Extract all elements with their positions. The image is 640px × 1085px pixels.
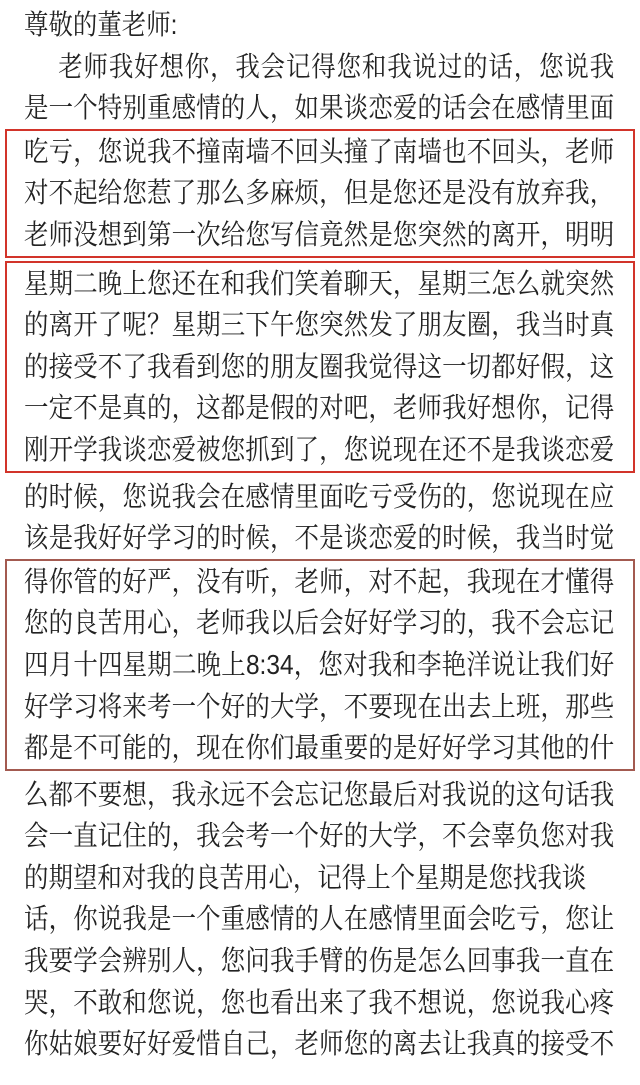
salutation (24, 4, 614, 46)
paragraph-middle (24, 476, 614, 559)
highlight-box-2 (5, 261, 635, 473)
text-line: 的期望和对我的良苦用心，记得上个星期是您找我谈 (24, 861, 587, 893)
text-line: 么都不要想，我永远不会忘记您最后对我说的这句话我 (24, 778, 615, 810)
text-line: 刚开学我谈恋爱被您抓到了，您说现在还不是我谈恋爱 (24, 433, 615, 465)
text-line: 星期二晚上您还在和我们笑着聊天，星期三怎么就突然 (24, 267, 615, 299)
text-line: 话，你说我是一个重感情的人在感情里面会吃亏，您让 (24, 903, 615, 935)
text-line: 的离开了呢？星期三下午您突然发了朋友圈，我当时真 (24, 309, 615, 341)
text-line: 会一直记住的，我会考一个好的大学，不会辜负您对我 (24, 820, 615, 852)
text-line: 吃亏，您说我不撞南墙不回头撞了南墙也不回头，老师 (24, 135, 615, 167)
text-line: 你姑娘要好好爱惜自己，老师您的离去让我真的接受不 (24, 1028, 615, 1060)
text-line: 您的良苦用心，老师我以后会好好学习的，我不会忘记 (24, 607, 615, 639)
text-line: 好学习将来考一个好的大学，不要现在出去上班，那些 (24, 690, 615, 722)
text-line: 尊敬的董老师: (24, 9, 178, 40)
text-line: 一定不是真的，这都是假的对吧，老师我好想你，记得 (24, 392, 615, 424)
text-line: 对不起给您惹了那么多麻烦，但是您还是没有放弃我， (24, 177, 615, 209)
paragraph-closing (24, 774, 614, 1065)
text-line: 得你管的好严，没有听，老师，对不起，我现在才懂得 (24, 565, 615, 597)
text-line: 该是我好好学习的时候，不是谈恋爱的时候，我当时觉 (24, 522, 615, 554)
highlight-box-3 (5, 559, 635, 771)
text-line: 都是不可能的，现在你们最重要的是好好学习其他的什 (24, 732, 615, 764)
text-line: 四月十四星期二晚上8:34，您对我和李艳洋说让我们好 (24, 648, 615, 680)
text-line: 是一个特别重感情的人，如果谈恋爱的话会在感情里面 (24, 92, 615, 124)
text-line: 的时候，您说我会在感情里面吃亏受伤的，您说现在应 (24, 480, 615, 512)
text-line: 老师没想到第一次给您写信竟然是您突然的离开，明明 (24, 218, 615, 250)
text-line: 哭，不敢和您说，您也看出来了我不想说，您说我心疼 (24, 986, 615, 1018)
text-line: 的接受不了我看到您的朋友圈我觉得这一切都好假，这 (24, 350, 615, 382)
text-line: 我要学会辨别人，您问我手臂的伤是怎么回事我一直在 (24, 945, 615, 977)
text-line: 老师我好想你，我会记得您和我说过的话，您说我 (58, 50, 615, 82)
highlight-box-1 (5, 129, 635, 258)
paragraph-opening (24, 46, 614, 129)
